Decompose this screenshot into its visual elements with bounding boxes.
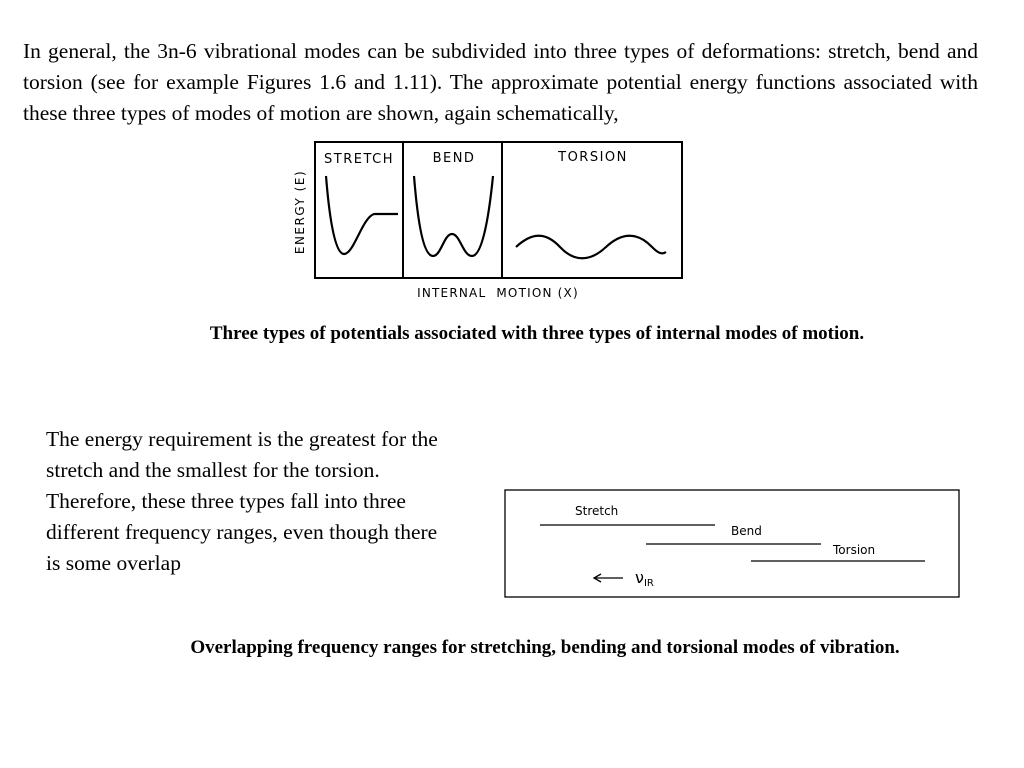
stretch-curve	[326, 176, 398, 254]
energy-paragraph-line2: Therefore, these three types fall into three different frequency ranges, even though there is some overlap	[46, 489, 438, 575]
torsion-label: Torsion	[833, 543, 876, 557]
frequency-range-figure	[503, 488, 963, 600]
panel-label-bend: BEND	[432, 151, 476, 166]
nu-symbol: ν	[635, 568, 644, 587]
nu-subscript: IR	[643, 578, 654, 589]
potential-energy-figure	[288, 136, 688, 304]
intro-paragraph: In general, the 3n-6 vibrational modes can be subdivided into three types of deformations: stretch, bend and torsion (see for example Figures 1.6 and 1.11). The approximate potential energy functions associated with these three types of modes of motion are shown, again schematically,	[23, 39, 978, 125]
panel-label-torsion: TORSION	[558, 150, 628, 165]
panel-label-stretch: STRETCH	[324, 152, 394, 167]
figure-caption-1: Three types of potentials associated with three types of internal modes of motion.	[209, 323, 865, 344]
energy-paragraph-line1: The energy requirement is the greatest for the stretch and the smallest for the torsion.	[46, 427, 438, 482]
torsion-curve	[516, 236, 666, 259]
nu-ir-label	[635, 568, 654, 589]
y-axis-label: ENERGY (E)	[293, 169, 307, 255]
x-axis-label: INTERNAL MOTION (X)	[417, 286, 579, 300]
bend-label: Bend	[731, 524, 762, 538]
bend-curve	[414, 176, 493, 256]
energy-paragraph	[46, 424, 456, 579]
figure-caption-2: Overlapping frequency ranges for stretching, bending and torsional modes of vibration.	[190, 637, 900, 658]
stretch-label: Stretch	[575, 504, 619, 518]
